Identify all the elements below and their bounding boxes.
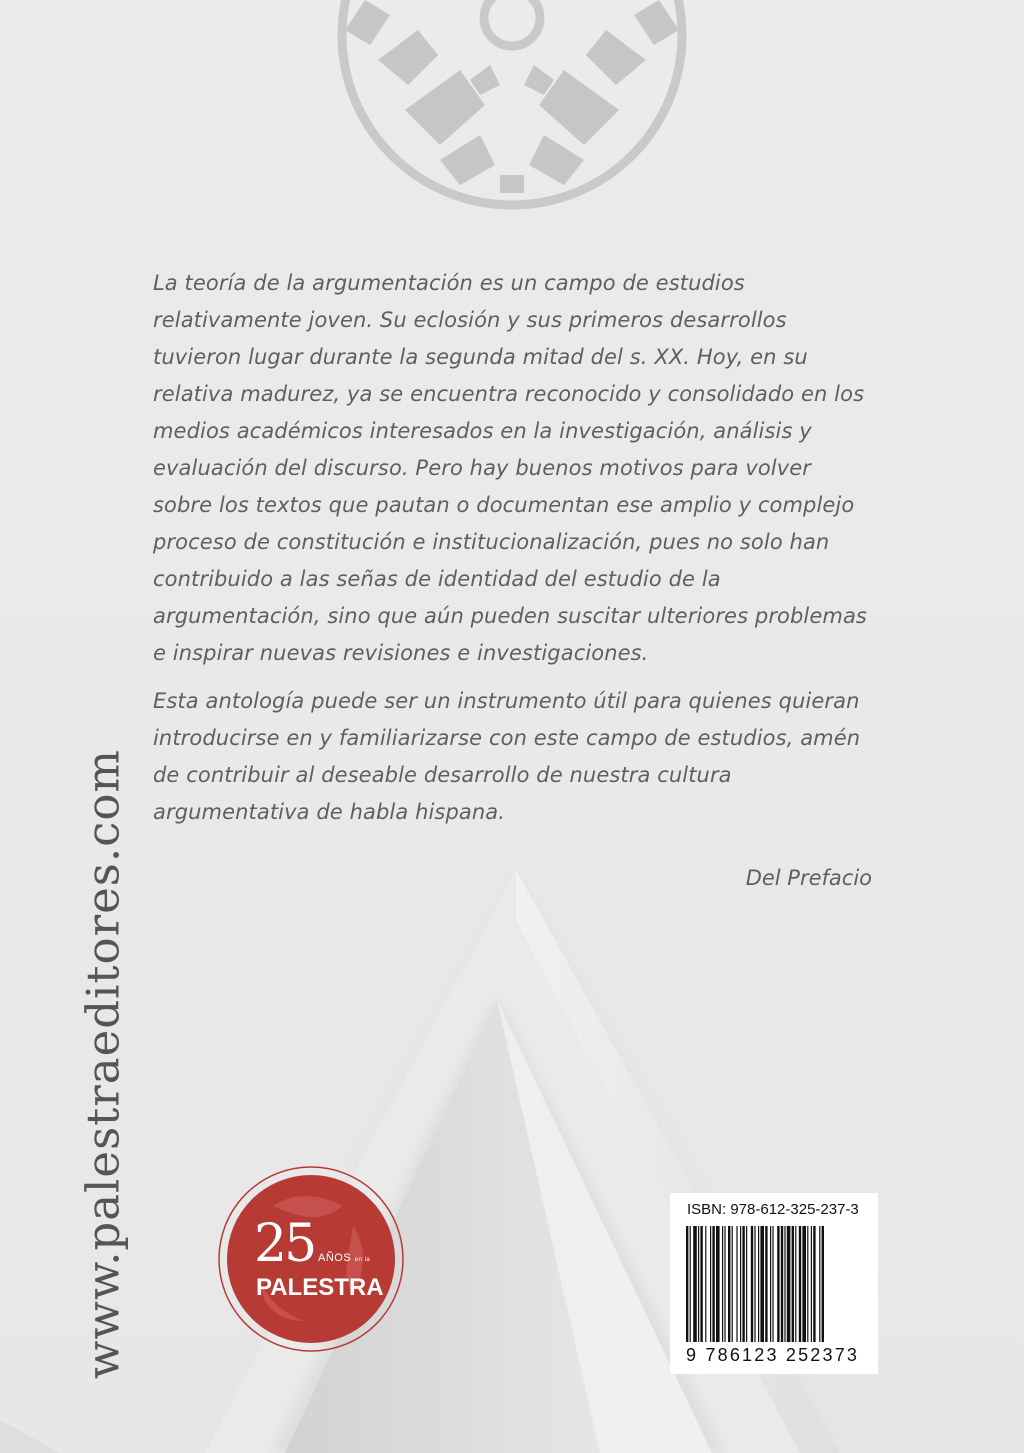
blurb-attribution: Del Prefacio [745,866,872,890]
barcode-number: 9 786123 252373 [686,1345,860,1365]
seal-number: 25 [254,1214,315,1274]
barcode-icon [684,1226,866,1344]
seal-anos: AÑOS en la [318,1252,371,1264]
blurb-paragraph: Esta antología puede ser un instrumento útil para quienes quieran introducirse en y familiarizarse con este campo de estudios, amén de contribuir al deseable desarrollo de nuestra cultura argumentativa de habla hispana. [153,689,861,824]
isbn-barcode [670,1193,878,1374]
decorative-circular-emblem-icon [342,0,682,205]
blurb-paragraph: La teoría de la argumentación es un campo de estudios relativamente joven. Su eclosión y sus primeros desarrollos tuvieron lugar durante la segunda mitad del s. XX. Hoy, en su relativa madurez, ya se encuentra reconocido y consolidado en los medios académicos interesados en la investigación, análisis y evaluación del discurso. Pero hay buenos motivos para volver sobre los textos que pautan o documentan ese amplio y complejo proceso de constitución e institucionalización, pues no solo han contribuido a las señas de identidad del estudio de la argumentación, sino que aún pueden suscitar ulteriores problemas e inspirar nuevas revisiones e investigaciones. [153,271,867,665]
seal-brand: PALESTRA [256,1274,384,1301]
publisher-website-text: www.palestraeditores.com [76,748,130,1380]
isbn-label: ISBN: 978-612-325-237-3 [687,1201,859,1218]
anniversary-seal [218,1166,404,1352]
back-cover-blurb [153,265,873,842]
